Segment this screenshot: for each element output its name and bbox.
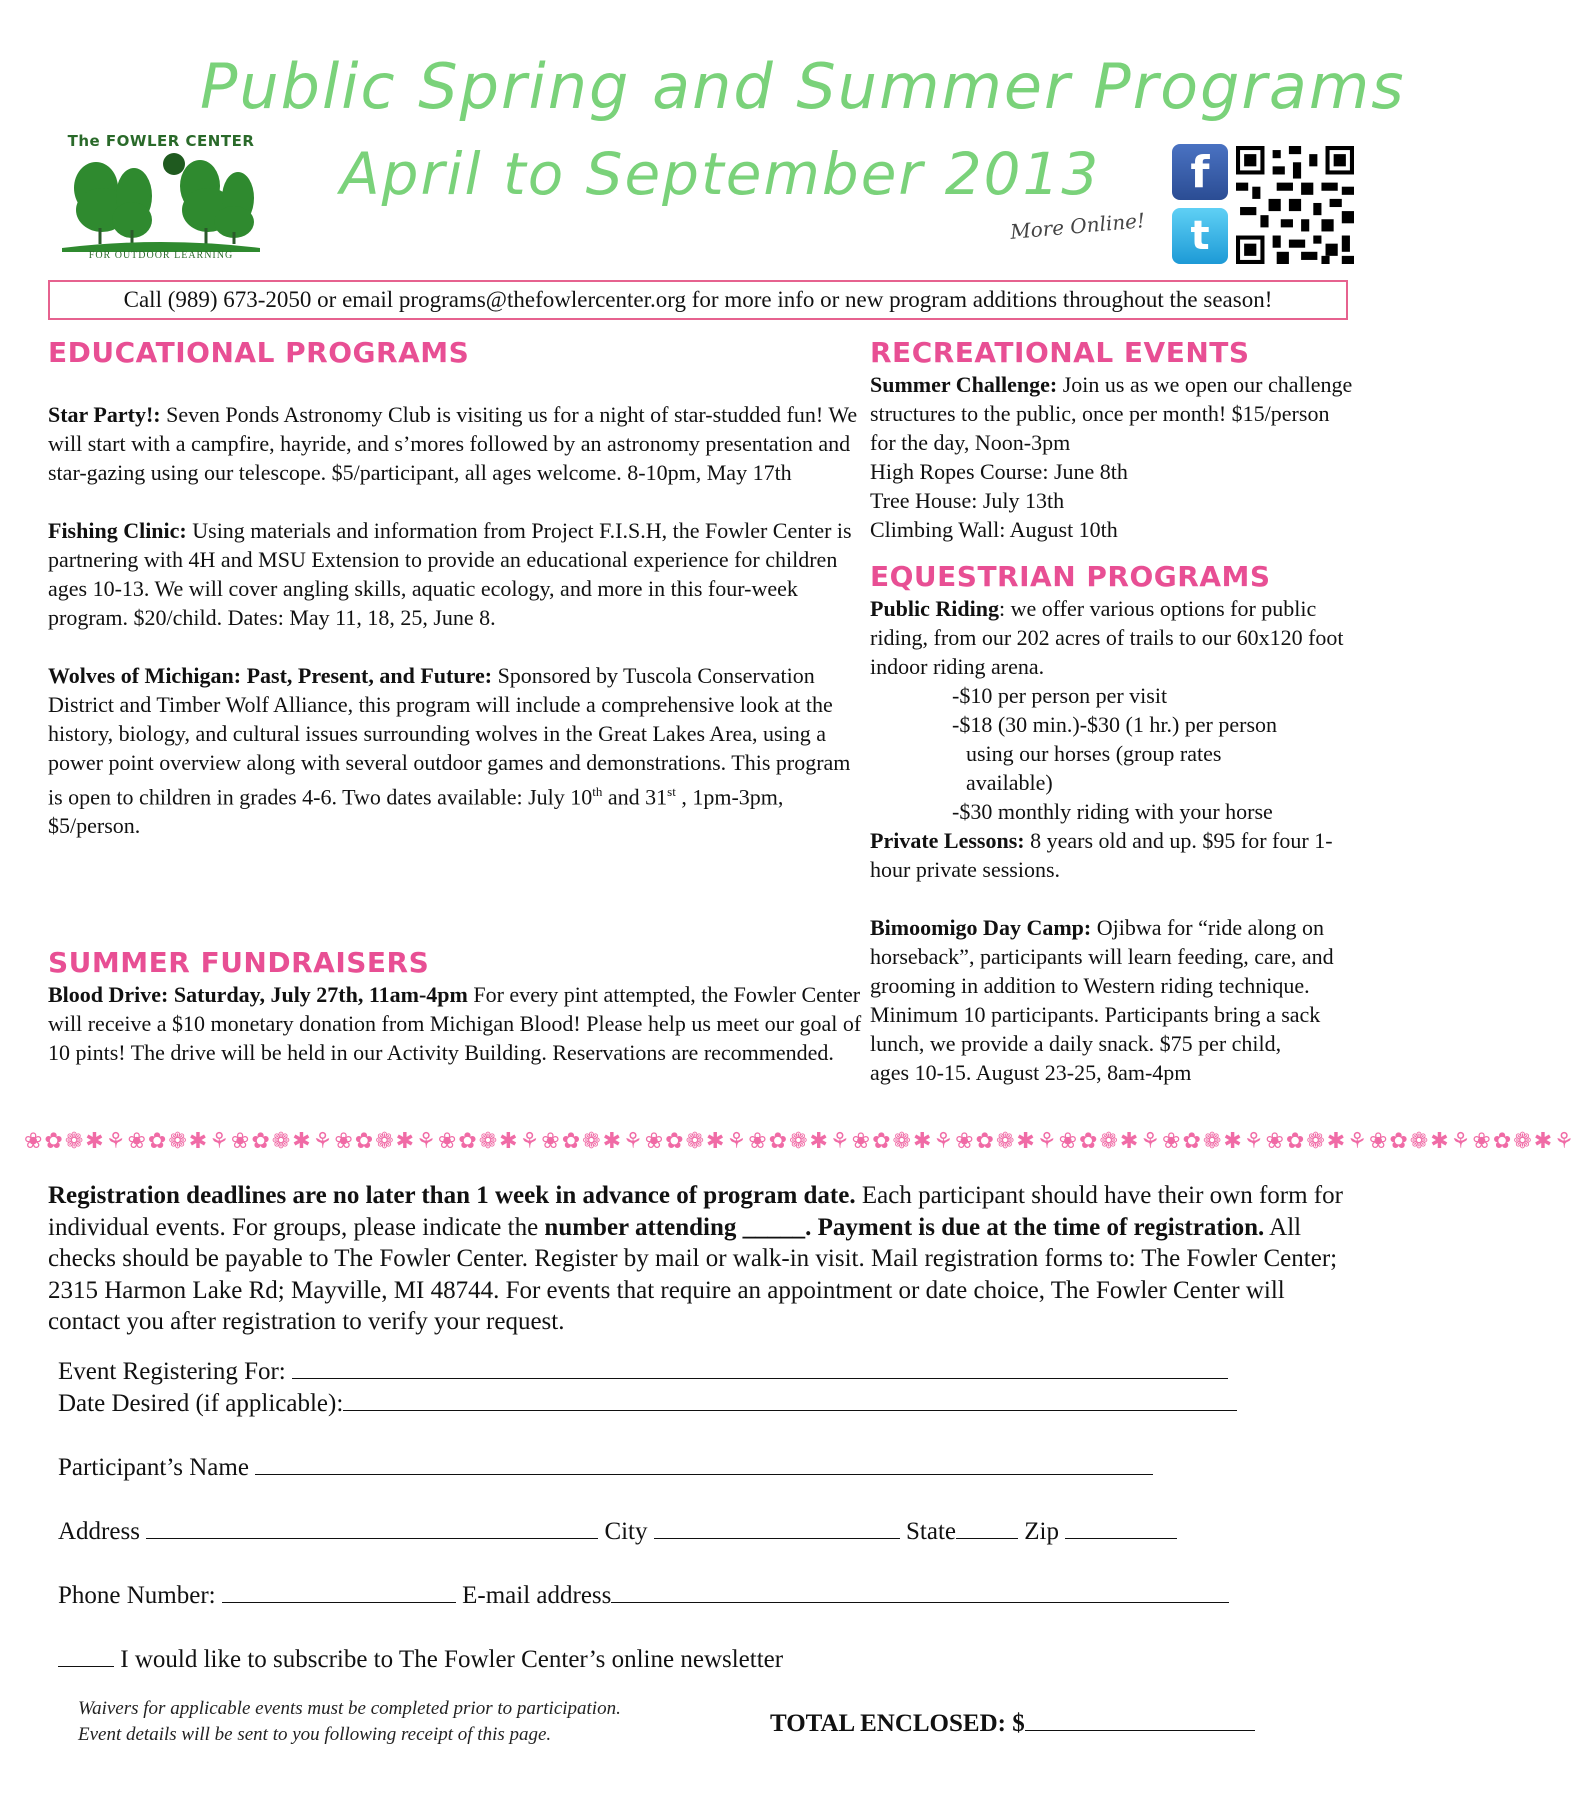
address-field-row bbox=[58, 1516, 1177, 1547]
waiver-line-1: Waivers for applicable events must be completed prior to participation. bbox=[78, 1698, 621, 1719]
newsletter-label: I would like to subscribe to The Fowler Center’s online newsletter bbox=[120, 1646, 784, 1673]
star-party-item bbox=[48, 400, 863, 487]
riding-option-2: -$18 (30 min.)-$30 (1 hr.) per person bbox=[952, 712, 1278, 737]
logo-tagline: FOR OUTDOOR LEARNING bbox=[88, 250, 234, 261]
date-field[interactable] bbox=[343, 1388, 1237, 1411]
star-party-body: Seven Ponds Astronomy Club is visiting us for a night of star-studded fun! We will start with a campfire, hayride, and s’mores followed by an astronomy presentation and star-gazing using our telescope. $5/participant, all ages welcome. 8-10pm, May 17th bbox=[48, 402, 858, 485]
blood-drive-body: For every pint attempted, the Fowler Center will receive a $10 monetary donation from Michigan Blood! Please help us meet our goal of 10 pints! The drive will be held in our Activity Building. Reservations are recommended. bbox=[48, 982, 862, 1065]
blood-drive-title: Blood Drive: Saturday, July 27th, 11am-4pm bbox=[48, 982, 468, 1007]
zip-field[interactable] bbox=[1065, 1516, 1177, 1539]
address-field[interactable] bbox=[146, 1516, 598, 1539]
wolves-item bbox=[48, 661, 863, 840]
wolves-sup-st: st bbox=[667, 784, 676, 799]
day-camp-body: Ojibwa for “ride along on horseback”, participants will learn feeding, care, and grooming in addition to Western riding technique. Minimum 10 participants. Participants bring a sack lunch, we provide a daily snack. $75 per child, bbox=[870, 915, 1334, 1056]
city-field[interactable] bbox=[654, 1516, 900, 1539]
page-subtitle: April to September 2013 bbox=[340, 140, 1101, 208]
event-field[interactable] bbox=[292, 1356, 1228, 1379]
day-camp-title: Bimoomigo Day Camp: bbox=[870, 915, 1092, 940]
riding-option-2-end: available) bbox=[966, 770, 1053, 795]
riding-option-2-cont: using our horses (group rates bbox=[966, 741, 1222, 766]
day-camp-dates: ages 10-15. August 23-25, 8am-4pm bbox=[870, 1060, 1192, 1085]
fishing-clinic-item bbox=[48, 516, 863, 632]
fowler-center-logo bbox=[62, 128, 260, 268]
total-enclosed-row bbox=[770, 1708, 1255, 1738]
date-field-label: Date Desired (if applicable): bbox=[58, 1390, 344, 1417]
contact-banner: Call (989) 673-2050 or email programs@thefowlercenter.org for more info or new program additions throughout the season! bbox=[48, 280, 1348, 320]
total-enclosed-field[interactable] bbox=[1025, 1708, 1255, 1731]
phone-field-label: Phone Number: bbox=[58, 1582, 216, 1609]
waiver-line-2: Event details will be sent to you following receipt of this page. bbox=[78, 1724, 552, 1745]
registration-text-1: Each participant should have their own form for individual events. For groups, please indicate the bbox=[48, 1182, 1343, 1241]
wolves-mid: and 31 bbox=[602, 784, 668, 810]
twitter-icon[interactable]: t bbox=[1172, 208, 1228, 264]
equestrian-programs-heading: EQUESTRIAN PROGRAMS bbox=[870, 560, 1271, 593]
phone-field[interactable] bbox=[222, 1580, 456, 1603]
wolves-body: Sponsored by Tuscola Conservation District and Timber Wolf Alliance, this program will include a comprehensive look at the history, biology, and cultural issues surrounding wolves in the Great Lakes Area, using a power point overview along with several outdoor games and demonstrations. This program is open to children in grades 4-6. Two dates available: July 10 bbox=[48, 663, 851, 810]
summer-challenge-body: Join us as we open our challenge structures to the public, once per month! $15/person for the day, Noon-3pm bbox=[870, 372, 1353, 455]
waiver-note bbox=[78, 1696, 621, 1748]
zip-field-label: Zip bbox=[1024, 1518, 1059, 1545]
email-field-label: E-mail address bbox=[462, 1582, 612, 1609]
fishing-clinic-body: Using materials and information from Project F.I.S.H, the Fowler Center is partnering with 4H and MSU Extension to provide an educational experience for children ages 10-13. We will cover angling skills, aquatic ecology, and more in this four-week program. $20/child. Dates: May 11, 18, 25, June 8. bbox=[48, 518, 852, 630]
challenge-date-2: Tree House: July 13th bbox=[870, 488, 1065, 513]
newsletter-checkbox[interactable] bbox=[58, 1644, 114, 1667]
recreational-events-heading: RECREATIONAL EVENTS bbox=[870, 336, 1250, 369]
public-riding-item bbox=[870, 594, 1360, 681]
more-online-label: More Online! bbox=[1009, 208, 1146, 244]
state-field-label: State bbox=[906, 1518, 957, 1545]
summer-fundraisers-heading: SUMMER FUNDRAISERS bbox=[48, 946, 430, 979]
equestrian-programs-section bbox=[870, 594, 1360, 1087]
wolves-title: Wolves of Michigan: Past, Present, and Future: bbox=[48, 663, 493, 688]
logo-name: The FOWLER CENTER bbox=[67, 132, 255, 150]
wolves-sup-th: th bbox=[592, 784, 603, 799]
challenge-date-3: Climbing Wall: August 10th bbox=[870, 517, 1118, 542]
summer-challenge-item bbox=[870, 370, 1360, 457]
total-enclosed-label: TOTAL ENCLOSED: $ bbox=[770, 1710, 1025, 1737]
date-field-row bbox=[58, 1388, 1237, 1419]
public-riding-body: : we offer various options for public riding, from our 202 acres of trails to our 60x120 foot indoor riding arena. bbox=[870, 596, 1344, 679]
summer-challenge-title: Summer Challenge: bbox=[870, 372, 1058, 397]
wolves-end: , 1pm-3pm, $5/person. bbox=[48, 784, 784, 839]
riding-option-1: -$10 per person per visit bbox=[952, 683, 1168, 708]
riding-option-3: -$30 monthly riding with your horse bbox=[952, 799, 1273, 824]
email-field[interactable] bbox=[611, 1580, 1229, 1603]
public-riding-title: Public Riding bbox=[870, 596, 999, 621]
trees-icon bbox=[62, 148, 260, 252]
name-field-row bbox=[58, 1452, 1153, 1483]
city-field-label: City bbox=[604, 1518, 648, 1545]
address-field-label: Address bbox=[58, 1518, 140, 1545]
name-field-label: Participant’s Name bbox=[58, 1454, 249, 1481]
facebook-icon[interactable]: f bbox=[1172, 144, 1228, 200]
newsletter-row bbox=[58, 1644, 783, 1675]
private-lessons-title: Private Lessons: bbox=[870, 828, 1025, 853]
day-camp-item bbox=[870, 913, 1360, 1058]
floral-divider: ❀✿❁✱⚘❀✿❁✱⚘❀✿❁✱⚘❀✿❁✱⚘❀✿❁✱⚘❀✿❁✱⚘❀✿❁✱⚘❀✿❁✱⚘❀✿❁✱⚘❀✿❁✱⚘❀✿❁✱⚘❀✿❁✱⚘❀✿❁✱⚘❀✿❁✱⚘❀✿❁✱⚘ bbox=[24, 1128, 1576, 1153]
summer-fundraisers-section bbox=[48, 980, 863, 1067]
state-field[interactable] bbox=[956, 1516, 1018, 1539]
recreational-events-section bbox=[870, 370, 1360, 544]
challenge-date-1: High Ropes Course: June 8th bbox=[870, 459, 1128, 484]
educational-programs-section bbox=[48, 400, 863, 840]
registration-instructions bbox=[48, 1180, 1348, 1338]
blood-drive-item bbox=[48, 980, 863, 1067]
educational-programs-heading: EDUCATIONAL PROGRAMS bbox=[48, 336, 470, 369]
event-field-label: Event Registering For: bbox=[58, 1358, 286, 1385]
fishing-clinic-title: Fishing Clinic: bbox=[48, 518, 187, 543]
registration-payment: number attending _____. Payment is due at the time of registration. bbox=[544, 1213, 1265, 1241]
private-lessons-body: 8 years old and up. $95 for four 1-hour private sessions. bbox=[870, 828, 1333, 882]
page-title: Public Spring and Summer Programs bbox=[200, 50, 1406, 123]
registration-deadline: Registration deadlines are no later than 1 week in advance of program date. bbox=[48, 1182, 856, 1209]
registration-text-2: All checks should be payable to The Fowler Center. Register by mail or walk-in visit. Mail registration forms to: The Fowler Center; 2315 Harmon Lake Rd; Mayville, MI 48744. For events that require an appointment or date choice, The Fowler Center will contact you after registration to verify your request. bbox=[48, 1213, 1338, 1335]
name-field[interactable] bbox=[255, 1452, 1153, 1475]
phone-email-row bbox=[58, 1580, 1229, 1611]
event-field-row bbox=[58, 1356, 1228, 1387]
star-party-title: Star Party!: bbox=[48, 402, 161, 427]
qr-code-icon[interactable] bbox=[1236, 146, 1354, 264]
private-lessons-item bbox=[870, 826, 1360, 884]
